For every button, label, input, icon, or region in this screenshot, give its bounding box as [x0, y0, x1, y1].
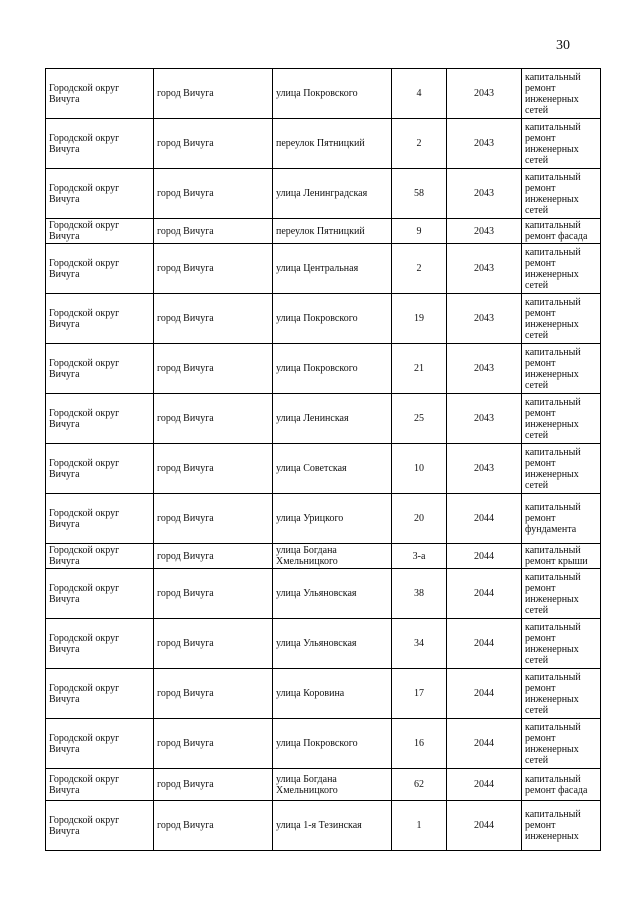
year-cell: 2043 — [447, 294, 522, 344]
table-row — [46, 669, 601, 719]
table-row — [46, 769, 601, 801]
street-cell: улица Покровского — [273, 294, 392, 344]
house-number-cell: 9 — [392, 219, 447, 244]
house-number-cell: 21 — [392, 344, 447, 394]
year-cell: 2043 — [447, 219, 522, 244]
work-type-cell: капитальный ремонт инженерных сетей — [522, 719, 601, 769]
year-cell: 2043 — [447, 394, 522, 444]
work-type-cell: капитальный ремонт инженерных сетей — [522, 619, 601, 669]
settlement-cell: город Вичуга — [154, 494, 273, 544]
house-number-cell: 2 — [392, 244, 447, 294]
okrug-cell: Городской округ Вичуга — [46, 444, 154, 494]
year-cell: 2044 — [447, 619, 522, 669]
street-cell: улица Богдана Хмельницкого — [273, 544, 392, 569]
work-type-cell: капитальный ремонт фасада — [522, 219, 601, 244]
settlement-cell: город Вичуга — [154, 344, 273, 394]
year-cell: 2044 — [447, 569, 522, 619]
work-type-cell: капитальный ремонт инженерных сетей — [522, 244, 601, 294]
year-cell: 2044 — [447, 769, 522, 801]
street-cell: улица Ленинская — [273, 394, 392, 444]
year-cell: 2044 — [447, 719, 522, 769]
settlement-cell: город Вичуга — [154, 769, 273, 801]
year-cell: 2044 — [447, 669, 522, 719]
settlement-cell: город Вичуга — [154, 394, 273, 444]
settlement-cell: город Вичуга — [154, 294, 273, 344]
house-number-cell: 19 — [392, 294, 447, 344]
table-row — [46, 169, 601, 219]
street-cell: улица Советская — [273, 444, 392, 494]
work-type-cell: капитальный ремонт крыши — [522, 544, 601, 569]
table-row — [46, 619, 601, 669]
street-cell: улица 1-я Тезинская — [273, 801, 392, 851]
repair-schedule-table — [45, 68, 601, 851]
house-number-cell: 10 — [392, 444, 447, 494]
work-type-cell: капитальный ремонт инженерных сетей — [522, 444, 601, 494]
house-number-cell: 20 — [392, 494, 447, 544]
work-type-cell: капитальный ремонт инженерных сетей — [522, 569, 601, 619]
street-cell: улица Ленинградская — [273, 169, 392, 219]
year-cell: 2043 — [447, 244, 522, 294]
settlement-cell: город Вичуга — [154, 169, 273, 219]
okrug-cell: Городской округ Вичуга — [46, 494, 154, 544]
settlement-cell: город Вичуга — [154, 801, 273, 851]
okrug-cell: Городской округ Вичуга — [46, 801, 154, 851]
okrug-cell: Городской округ Вичуга — [46, 169, 154, 219]
street-cell: улица Покровского — [273, 344, 392, 394]
street-cell: улица Ульяновская — [273, 619, 392, 669]
house-number-cell: 34 — [392, 619, 447, 669]
year-cell: 2043 — [447, 444, 522, 494]
work-type-cell: капитальный ремонт инженерных — [522, 801, 601, 851]
street-cell: улица Покровского — [273, 719, 392, 769]
settlement-cell: город Вичуга — [154, 544, 273, 569]
okrug-cell: Городской округ Вичуга — [46, 769, 154, 801]
table-row — [46, 244, 601, 294]
street-cell: улица Урицкого — [273, 494, 392, 544]
table-row — [46, 569, 601, 619]
house-number-cell: 4 — [392, 69, 447, 119]
table-row — [46, 444, 601, 494]
settlement-cell: город Вичуга — [154, 219, 273, 244]
house-number-cell: 62 — [392, 769, 447, 801]
table-row — [46, 544, 601, 569]
table-row — [46, 69, 601, 119]
work-type-cell: капитальный ремонт инженерных сетей — [522, 119, 601, 169]
house-number-cell: 16 — [392, 719, 447, 769]
okrug-cell: Городской округ Вичуга — [46, 294, 154, 344]
settlement-cell: город Вичуга — [154, 244, 273, 294]
house-number-cell: 3-а — [392, 544, 447, 569]
okrug-cell: Городской округ Вичуга — [46, 119, 154, 169]
okrug-cell: Городской округ Вичуга — [46, 69, 154, 119]
okrug-cell: Городской округ Вичуга — [46, 619, 154, 669]
settlement-cell: город Вичуга — [154, 69, 273, 119]
work-type-cell: капитальный ремонт инженерных сетей — [522, 344, 601, 394]
table-row — [46, 494, 601, 544]
work-type-cell: капитальный ремонт фундамента — [522, 494, 601, 544]
okrug-cell: Городской округ Вичуга — [46, 569, 154, 619]
street-cell: переулок Пятницкий — [273, 119, 392, 169]
table-row — [46, 119, 601, 169]
street-cell: улица Ульяновская — [273, 569, 392, 619]
table-row — [46, 394, 601, 444]
street-cell: улица Центральная — [273, 244, 392, 294]
settlement-cell: город Вичуга — [154, 569, 273, 619]
year-cell: 2044 — [447, 544, 522, 569]
table-row — [46, 294, 601, 344]
okrug-cell: Городской округ Вичуга — [46, 544, 154, 569]
street-cell: переулок Пятницкий — [273, 219, 392, 244]
house-number-cell: 25 — [392, 394, 447, 444]
okrug-cell: Городской округ Вичуга — [46, 669, 154, 719]
house-number-cell: 17 — [392, 669, 447, 719]
table-row — [46, 719, 601, 769]
street-cell: улица Коровина — [273, 669, 392, 719]
table-row — [46, 344, 601, 394]
year-cell: 2044 — [447, 801, 522, 851]
settlement-cell: город Вичуга — [154, 444, 273, 494]
year-cell: 2043 — [447, 169, 522, 219]
year-cell: 2043 — [447, 119, 522, 169]
okrug-cell: Городской округ Вичуга — [46, 394, 154, 444]
table-row — [46, 801, 601, 851]
work-type-cell: капитальный ремонт инженерных сетей — [522, 294, 601, 344]
page-number: 30 — [556, 38, 570, 53]
house-number-cell: 1 — [392, 801, 447, 851]
work-type-cell: капитальный ремонт фасада — [522, 769, 601, 801]
work-type-cell: капитальный ремонт инженерных сетей — [522, 169, 601, 219]
work-type-cell: капитальный ремонт инженерных сетей — [522, 394, 601, 444]
year-cell: 2044 — [447, 494, 522, 544]
table-row — [46, 219, 601, 244]
okrug-cell: Городской округ Вичуга — [46, 719, 154, 769]
year-cell: 2043 — [447, 344, 522, 394]
work-type-cell: капитальный ремонт инженерных сетей — [522, 69, 601, 119]
settlement-cell: город Вичуга — [154, 119, 273, 169]
okrug-cell: Городской округ Вичуга — [46, 244, 154, 294]
settlement-cell: город Вичуга — [154, 669, 273, 719]
house-number-cell: 38 — [392, 569, 447, 619]
work-type-cell: капитальный ремонт инженерных сетей — [522, 669, 601, 719]
street-cell: улица Покровского — [273, 69, 392, 119]
house-number-cell: 2 — [392, 119, 447, 169]
house-number-cell: 58 — [392, 169, 447, 219]
street-cell: улица Богдана Хмельницкого — [273, 769, 392, 801]
okrug-cell: Городской округ Вичуга — [46, 344, 154, 394]
settlement-cell: город Вичуга — [154, 719, 273, 769]
settlement-cell: город Вичуга — [154, 619, 273, 669]
year-cell: 2043 — [447, 69, 522, 119]
okrug-cell: Городской округ Вичуга — [46, 219, 154, 244]
